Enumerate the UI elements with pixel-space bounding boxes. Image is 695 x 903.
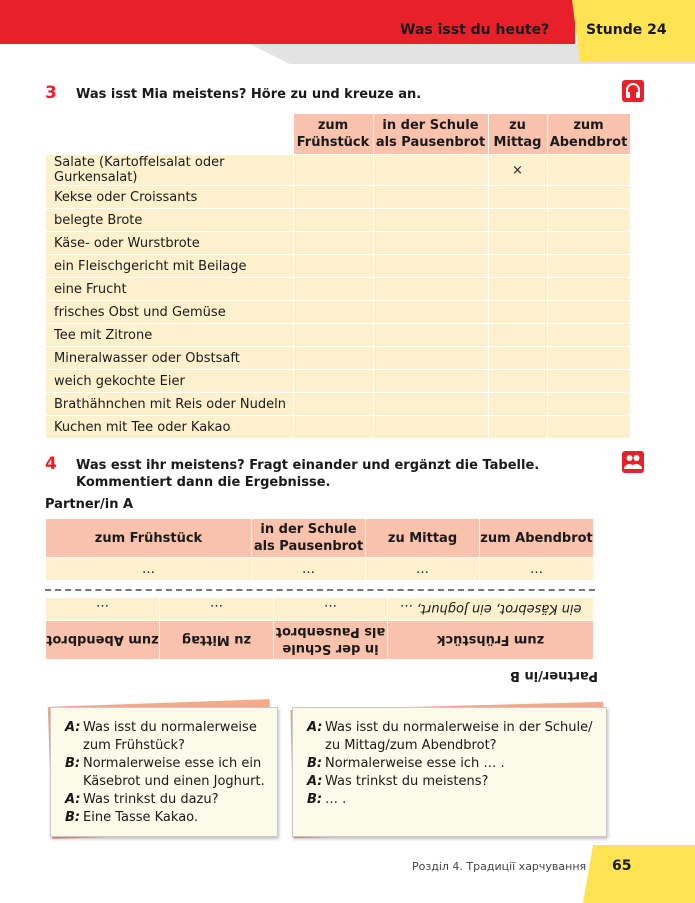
- food-item: belegte Brote: [46, 209, 294, 232]
- table-row: [46, 232, 631, 255]
- partner-b-header-row: [46, 621, 594, 660]
- column-header: zu Mittag: [160, 621, 274, 660]
- checkbox-cell[interactable]: [293, 416, 373, 439]
- checkbox-cell[interactable]: [547, 255, 630, 278]
- column-header: zu Mittag: [366, 519, 480, 558]
- dialog-text: Was isst du normalerweise in der Schule/ zu Mittag/zum Abendbrot?: [325, 720, 593, 753]
- food-item: weich gekochte Eier: [46, 370, 294, 393]
- food-item: ein Fleischgericht mit Beilage: [46, 255, 294, 278]
- checkbox-cell[interactable]: [488, 324, 547, 347]
- checkbox-cell[interactable]: [488, 301, 547, 324]
- speaker-label: B:: [307, 792, 323, 807]
- checkbox-cell[interactable]: [293, 232, 373, 255]
- dialog-text: Was isst du normalerweise zum Frühstück?: [83, 720, 257, 753]
- checkbox-cell[interactable]: [293, 255, 373, 278]
- cut-line: [45, 589, 595, 591]
- checkbox-cell[interactable]: [373, 209, 488, 232]
- checkbox-cell[interactable]: [547, 209, 630, 232]
- checkbox-cell[interactable]: [547, 186, 630, 209]
- table-row: [46, 186, 631, 209]
- answer-cell[interactable]: …: [46, 598, 160, 621]
- checkbox-cell[interactable]: [373, 232, 488, 255]
- lesson-number: Stunde 24: [586, 22, 667, 38]
- column-header: zum Abendbrot: [547, 114, 630, 155]
- food-item: Mineralwasser oder Obstsaft: [46, 347, 294, 370]
- column-header: in der Schule als Pausenbrot: [274, 621, 388, 660]
- dialog-line: [65, 719, 269, 755]
- checkbox-cell[interactable]: [373, 186, 488, 209]
- checkbox-cell[interactable]: [488, 416, 547, 439]
- food-item: Käse- oder Wurstbrote: [46, 232, 294, 255]
- checkbox-cell[interactable]: [293, 370, 373, 393]
- dialog-text: Was trinkst du meistens?: [325, 774, 489, 789]
- column-header: zum Abendbrot: [480, 519, 594, 558]
- speaker-label: A:: [65, 792, 81, 807]
- dialog1: [51, 708, 277, 827]
- table-row: [46, 370, 631, 393]
- checkbox-cell[interactable]: ×: [488, 155, 547, 186]
- dialog-line: [65, 809, 269, 827]
- pair-work-icon[interactable]: [622, 451, 644, 473]
- dialog-line: [307, 773, 598, 791]
- checkbox-cell[interactable]: [293, 324, 373, 347]
- checkbox-cell[interactable]: [488, 370, 547, 393]
- partner-a-answer-row: [46, 558, 594, 581]
- task4-instruction-line1: [76, 457, 576, 474]
- checkbox-cell[interactable]: [488, 393, 547, 416]
- checkbox-cell[interactable]: [547, 347, 630, 370]
- dialog-line: [65, 755, 269, 791]
- task3-header-row: [46, 114, 631, 155]
- checkbox-cell[interactable]: [373, 416, 488, 439]
- dialog-line: [307, 755, 598, 773]
- column-header: zu Mittag: [488, 114, 547, 155]
- answer-cell[interactable]: ein Käsebrot, ein Joghurt, …: [388, 598, 594, 621]
- checkbox-cell[interactable]: [547, 416, 630, 439]
- speaker-label: A:: [65, 720, 81, 735]
- speaker-label: A:: [307, 720, 323, 735]
- headphones-icon[interactable]: [622, 80, 644, 102]
- partner-a-header-row: [46, 519, 594, 558]
- checkbox-cell[interactable]: [373, 278, 488, 301]
- partner-a-label: Partner/in A: [45, 497, 134, 512]
- task4-number: 4: [45, 454, 57, 474]
- task3-table: [45, 113, 631, 439]
- column-header: in der Schule als Pausenbrot: [373, 114, 488, 155]
- partner-a-table: [45, 518, 594, 581]
- checkbox-cell[interactable]: [547, 324, 630, 347]
- food-item: Salate (Kartoffelsalat oder Gurkensalat): [46, 155, 294, 186]
- task4-instruction-line2: Kommentiert dann die Ergebnisse.: [76, 475, 331, 490]
- footer-section: Розділ 4. Традиції харчування: [412, 860, 587, 873]
- table-row: [46, 255, 631, 278]
- food-item: Tee mit Zitrone: [46, 324, 294, 347]
- column-header: zum Abendbrot: [46, 621, 160, 660]
- checkbox-cell[interactable]: [547, 232, 630, 255]
- checkbox-cell[interactable]: [293, 301, 373, 324]
- checkbox-cell[interactable]: [488, 278, 547, 301]
- checkbox-cell[interactable]: [373, 155, 488, 186]
- task4-instruction-line1-text: Was esst ihr meistens? Fragt einander und ergänzt die Tabelle.: [76, 458, 540, 473]
- dialog1-card: [50, 707, 278, 837]
- checkbox-cell[interactable]: [373, 393, 488, 416]
- answer-cell[interactable]: …: [480, 558, 594, 581]
- table-row: [46, 155, 631, 186]
- task4-instruction: [76, 457, 576, 491]
- checkbox-cell[interactable]: [547, 278, 630, 301]
- dialog2-card: [292, 707, 607, 837]
- answer-cell[interactable]: …: [46, 558, 252, 581]
- page-number: 65: [612, 858, 632, 874]
- column-header: zum Frühstück: [388, 621, 594, 660]
- dialog-text: Eine Tasse Kakao.: [83, 810, 199, 825]
- speaker-label: B:: [65, 810, 81, 825]
- table-row: [46, 209, 631, 232]
- speaker-label: A:: [307, 774, 323, 789]
- food-item: eine Frucht: [46, 278, 294, 301]
- checkbox-cell[interactable]: [293, 186, 373, 209]
- checkbox-cell[interactable]: [547, 370, 630, 393]
- checkbox-cell[interactable]: [293, 347, 373, 370]
- checkbox-cell[interactable]: [547, 393, 630, 416]
- checkbox-cell[interactable]: [488, 255, 547, 278]
- answer-cell[interactable]: …: [366, 558, 480, 581]
- checkbox-cell[interactable]: [488, 232, 547, 255]
- dialog-line: [307, 719, 598, 755]
- checkbox-cell[interactable]: [373, 301, 488, 324]
- food-item: Brathähnchen mit Reis oder Nudeln: [46, 393, 294, 416]
- footer-yellow-tab: [583, 845, 695, 903]
- partner-b-answer-row: [46, 598, 594, 621]
- table-row: [46, 324, 631, 347]
- lesson-title: Was isst du heute?: [400, 22, 550, 38]
- column-header: in der Schule als Pausenbrot: [252, 519, 366, 558]
- task3-number: 3: [45, 83, 57, 103]
- answer-cell[interactable]: …: [274, 598, 388, 621]
- checkbox-cell[interactable]: [547, 301, 630, 324]
- table-row: [46, 416, 631, 439]
- partner-b-table: [45, 597, 594, 660]
- partner-b-label: Partner/in B: [510, 668, 598, 683]
- dialog-text: … .: [325, 792, 347, 807]
- checkbox-cell[interactable]: [488, 186, 547, 209]
- dialog-text: Was trinkst du dazu?: [83, 792, 219, 807]
- food-item: frisches Obst und Gemüse: [46, 301, 294, 324]
- food-item: Kekse oder Croissants: [46, 186, 294, 209]
- column-header: zum Frühstück: [46, 519, 252, 558]
- checkbox-cell[interactable]: [373, 347, 488, 370]
- dialog-line: [307, 791, 598, 809]
- dialog-text: Normalerweise esse ich … .: [325, 756, 505, 771]
- task3-header-blank: [46, 114, 294, 155]
- checkbox-cell[interactable]: [373, 324, 488, 347]
- dialog2: [293, 708, 606, 809]
- food-item: Kuchen mit Tee oder Kakao: [46, 416, 294, 439]
- table-row: [46, 278, 631, 301]
- checkbox-cell[interactable]: [373, 255, 488, 278]
- column-header: zum Frühstück: [293, 114, 373, 155]
- checkbox-cell[interactable]: [547, 155, 630, 186]
- table-row: [46, 347, 631, 370]
- table-row: [46, 301, 631, 324]
- checkbox-cell[interactable]: [293, 278, 373, 301]
- task3-instruction: Was isst Mia meistens? Höre zu und kreuze an.: [76, 87, 422, 102]
- speaker-label: B:: [65, 756, 81, 771]
- speaker-label: B:: [307, 756, 323, 771]
- checkbox-cell[interactable]: [293, 393, 373, 416]
- checkbox-cell[interactable]: [373, 370, 488, 393]
- checkbox-cell[interactable]: [488, 209, 547, 232]
- dialog-line: [65, 791, 269, 809]
- checkbox-cell[interactable]: [293, 209, 373, 232]
- answer-cell[interactable]: …: [252, 558, 366, 581]
- dialog-text: Normalerweise esse ich ein Käsebrot und einen Joghurt.: [83, 756, 265, 789]
- checkbox-cell[interactable]: [293, 155, 373, 186]
- checkbox-cell[interactable]: [488, 347, 547, 370]
- table-row: [46, 393, 631, 416]
- answer-cell[interactable]: …: [160, 598, 274, 621]
